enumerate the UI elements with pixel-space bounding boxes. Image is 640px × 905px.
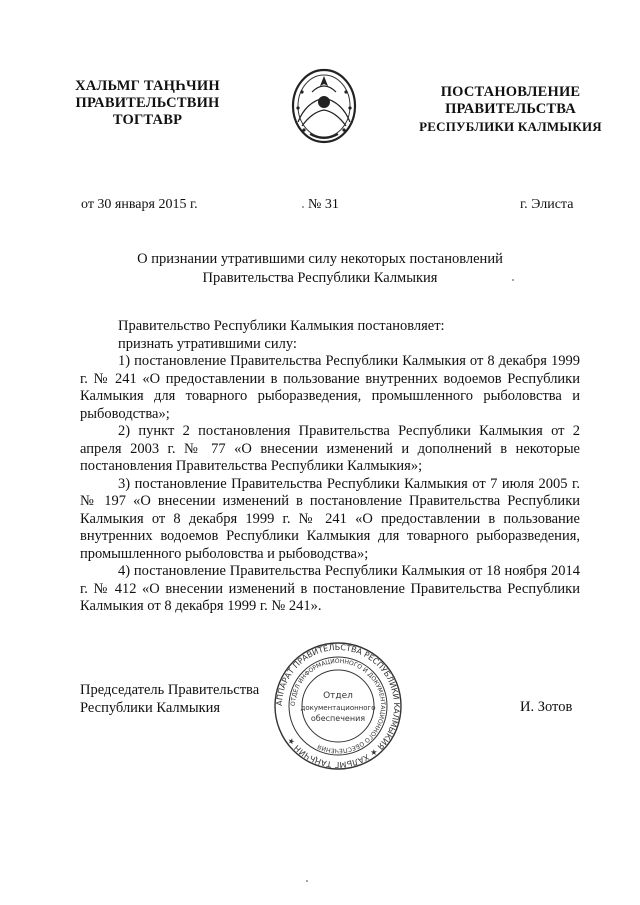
list-item: 4) постановление Правительства Республики Калмыкия от 18 ноября 2014 г. № 412 «О внесении изменений в постановление Правительства Республики Калмыкия от 8 декабря 1999 г. № 241». — [80, 563, 580, 614]
title-line-1: О признании утратившими силу некоторых постановлений — [137, 251, 503, 267]
header-right-line-3: РЕСПУБЛИКИ КАЛМЫКИЯ — [419, 119, 602, 134]
scan-speck — [512, 279, 514, 281]
stamp-center-line-1: Отдел — [323, 691, 353, 701]
document-body — [80, 318, 580, 616]
stamp-ring-outer: АППАРАТ ПРАВИТЕЛЬСТВА РЕСПУБЛИКИ КАЛМЫКИЯ ★ ХАЛЬМГ ТАҢҺЧИН ★ — [274, 642, 402, 770]
header-right-line-1: ПОСТАНОВЛЕНИЕ — [440, 84, 581, 100]
stamp-center-line-3: обеспечения — [310, 714, 366, 723]
preamble-2: признать утратившими силу: — [118, 335, 297, 352]
signature-title — [80, 681, 259, 717]
document-title — [110, 250, 530, 288]
document-city: г. Элиста — [520, 197, 574, 212]
kalmykia-emblem-icon — [288, 62, 360, 146]
scan-speck — [302, 206, 304, 208]
scan-speck — [306, 880, 308, 882]
document-date: от 30 января 2015 г. — [81, 197, 198, 212]
signature-title-line-2: Республики Калмыкия — [80, 700, 221, 716]
signature-name: И. Зотов — [520, 699, 573, 715]
list-item: 1) постановление Правительства Республики Калмыкия от 8 декабря 1999 г. № 241 «О предоставлении в пользование внутренних водоемов Республики Калмыкия для товарного рыборазведения, промышленного рыболовства и рыбоводства»; — [80, 353, 580, 422]
official-stamp — [272, 640, 404, 772]
header-right-line-2: ПРАВИТЕЛЬСТВА — [445, 101, 576, 117]
stamp-ring-inner: ОТДЕЛ ИНФОРМАЦИОННОГО И ДОКУМЕНТАЦИОННОГО ОБЕСПЕЧЕНИЯ — [289, 657, 387, 755]
list-item: 2) пункт 2 постановления Правительства Республики Калмыкия от 2 апреля 2003 г. № 77 «О внесении изменений и дополнений в некоторые постановления Правительства Республики Калмыкия»; — [80, 423, 580, 474]
list-item: 3) постановление Правительства Республики Калмыкия от 7 июля 2005 г. № 197 «О внесении изменений в постановление Правительства Республики Калмыкия от 8 декабря 1999 г. № 241 «О предоставлении в пользование внутренних водоемов Республики Калмыкия для товарного рыборазведения, промышленного рыболовства и рыбоводства»; — [80, 475, 580, 562]
preamble: Правительство Республики Калмыкия постановляет: — [118, 318, 445, 334]
header-left-line-1: ХАЛЬМГ ТАҢҺЧИН — [75, 78, 220, 94]
stamp-center-line-2: документационного — [300, 704, 376, 712]
document-number: № 31 — [308, 197, 339, 212]
signature-title-line-1: Председатель Правительства — [80, 682, 260, 698]
header-left-line-2: ПРАВИТЕЛЬСТВИН — [75, 95, 220, 111]
header-left-kalmyk — [60, 78, 235, 129]
title-line-2: Правительства Республики Калмыкия — [202, 270, 438, 286]
header-right-russian — [418, 84, 603, 135]
header-left-line-3: ТОГТАВР — [112, 112, 183, 128]
